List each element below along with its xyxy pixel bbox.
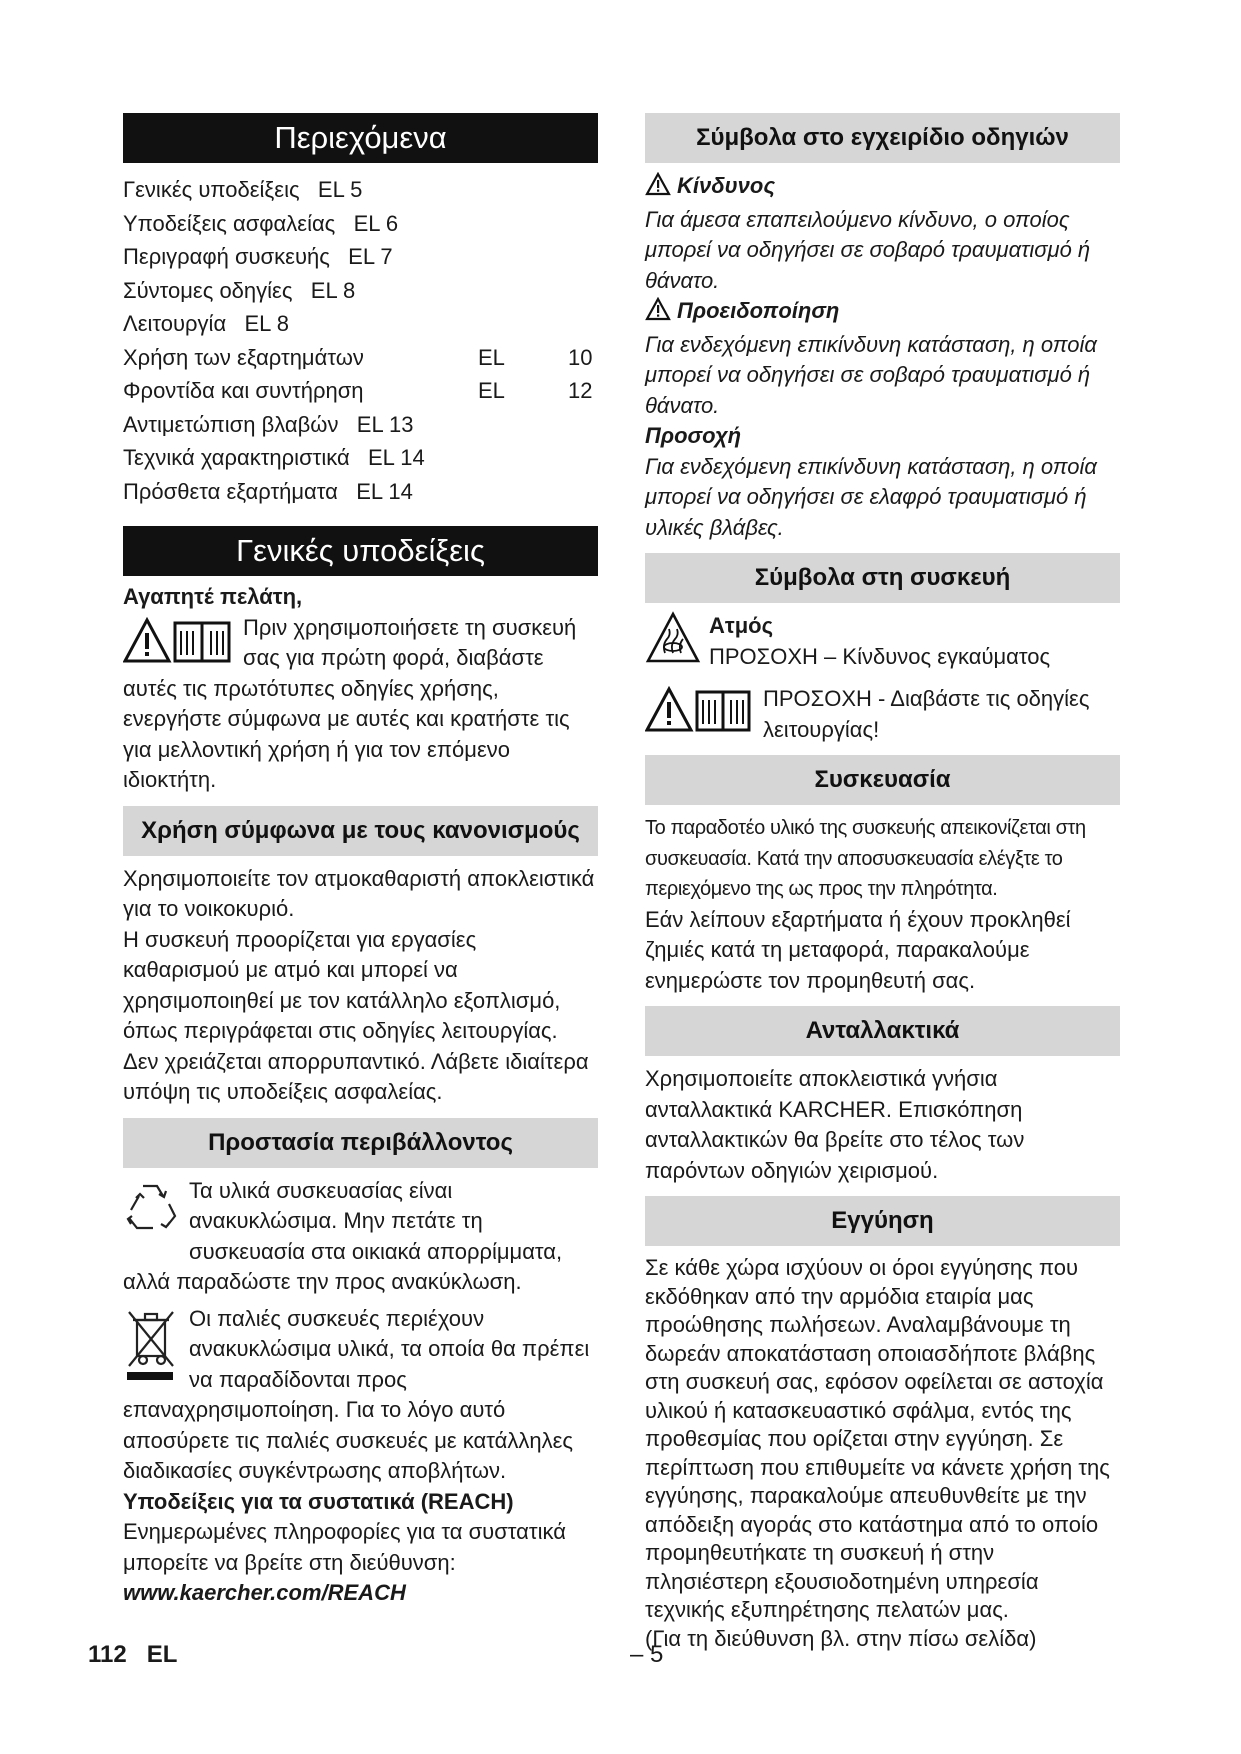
weee-block: Οι παλιές συσκευές περιέχουν ανακυκλώσιμα υλικά, τα οποία θα πρέπει να παραδίδονται προς επαναχρησιμοποίηση. Για το λόγο αυτό αποσύρετε τις παλιές συσκευές με κατάλληλες διαδικασίες συγκέντρωσης αποβλήτων. bbox=[123, 1305, 590, 1483]
recycle-icon bbox=[123, 1180, 179, 1241]
toc-item[interactable]: Σύντομες οδηγίες EL 8 bbox=[123, 277, 356, 303]
intended-use-text-2: Η συσκευή προορίζεται για εργασίες καθαρισμού με ατμό και μπορεί να χρησιμοποιηθεί με τον κατάλληλο εξοπλισμό, όπως περιγράφεται στις οδηγίες λειτουργίας. Δεν χρειάζεται απορρυπαντικό. Λάβετε ιδιαίτερα υπόψη τις υποδείξεις ασφαλείας. bbox=[123, 926, 589, 1104]
read-manual-symbol-row bbox=[645, 684, 1120, 745]
warning-triangle-icon bbox=[645, 172, 671, 205]
general-text-block bbox=[123, 613, 598, 796]
recycle-block: Τα υλικά συσκευασίας είναι ανακυκλώσιμα. Μην πετάτε τη συσκευασία στα οικιακά απορρίμματα, αλλά παραδώστε την προς ανακύκλωση. bbox=[123, 1177, 563, 1294]
environment-heading: Προστασία περιβάλλοντος bbox=[123, 1118, 598, 1168]
toc-heading: Περιεχόμενα bbox=[123, 113, 598, 163]
toc-item[interactable]: Λειτουργία EL 8 bbox=[123, 311, 289, 336]
spare-parts-heading: Ανταλλακτικά bbox=[645, 1006, 1120, 1056]
warning-label: Προειδοποίηση bbox=[645, 296, 1120, 330]
reach-text: Ενημερωμένες πληροφορίες για τα συστατικά μπορείτε να βρείτε στη διεύθυνση: bbox=[123, 1519, 566, 1575]
spare-parts-text: Χρησιμοποιείτε αποκλειστικά γνήσια ανταλλακτικά KARCHER. Επισκόπηση ανταλλακτικών θα βρείτε στο τέλος των παρόντων οδηγιών χειρισμού. bbox=[645, 1066, 1025, 1183]
toc-item[interactable]: Αντιμετώπιση βλαβών EL 13 bbox=[123, 411, 414, 437]
warning-read-manual-icon bbox=[123, 617, 233, 674]
danger-label: Κίνδυνος bbox=[645, 171, 1120, 205]
caution-label: Προσοχή bbox=[645, 423, 742, 448]
crossed-out-bin-icon bbox=[123, 1308, 179, 1395]
toc-item[interactable]: Φροντίδα και συντήρηση EL 12 bbox=[123, 378, 593, 403]
warning-triangle-icon bbox=[645, 297, 671, 330]
reach-link[interactable]: www.kaercher.com/REACH bbox=[123, 1580, 406, 1605]
toc-item[interactable]: Χρήση των εξαρτημάτων EL 10 bbox=[123, 344, 593, 370]
general-text: Πριν χρησιμοποιήσετε τη συσκευή σας για πρώτη φορά, διαβάστε αυτές τις πρωτότυπες οδηγίες χρήσης, ενεργήστε σύμφωνα με αυτές και κρατήστε τις για μελλοντική χρήση ή για τον επόμενο ιδιοκτήτη. bbox=[123, 614, 577, 792]
steam-label: Ατμός bbox=[709, 613, 774, 638]
steam-symbol-row bbox=[645, 611, 1120, 672]
warranty-text-2: (Για τη διεύθυνση βλ. στην πίσω σελίδα) bbox=[645, 1625, 1037, 1651]
toc-item[interactable]: Πρόσθετα εξαρτήματα EL 14 bbox=[123, 478, 413, 504]
packaging-heading: Συσκευασία bbox=[645, 755, 1120, 805]
left-column bbox=[123, 113, 598, 1609]
intended-use-text: Χρησιμοποιείτε τον ατμοκαθαριστή αποκλειστικά για το νοικοκυριό. bbox=[123, 865, 595, 921]
greeting: Αγαπητέ πελάτη, bbox=[123, 584, 303, 609]
danger-text: Για άμεσα επαπειλούμενο κίνδυνο, ο οποίος μπορεί να οδηγήσει σε σοβαρό τραυματισμό ή θάνατο. bbox=[645, 206, 1091, 293]
toc-item[interactable]: Τεχνικά χαρακτηριστικά EL 14 bbox=[123, 445, 425, 470]
page-number: 112 EL bbox=[88, 1641, 178, 1668]
hot-steam-warning-icon bbox=[645, 611, 701, 670]
toc-list bbox=[123, 173, 598, 508]
packaging-text: Το παραδοτέο υλικό της συσκευής απεικονίζεται στη συσκευασία. Κατά την αποσυσκευασία ελέγξτε το περιεχόμενο της ως προς την πληρότητα. bbox=[645, 817, 1086, 900]
symbols-manual-heading: Σύμβολα στο εγχειρίδιο οδηγιών bbox=[645, 113, 1120, 163]
toc-item[interactable]: Γενικές υποδείξεις EL 5 bbox=[123, 177, 363, 202]
warranty-heading: Εγγύηση bbox=[645, 1196, 1120, 1246]
caution-text: Για ενδεχόμενη επικίνδυνη κατάσταση, η οποία μπορεί να οδηγήσει σε ελαφρό τραυματισμό ή υλικές βλάβες. bbox=[645, 453, 1097, 540]
toc-item[interactable]: Περιγραφή συσκευής EL 7 bbox=[123, 244, 393, 269]
warranty-text: Σε κάθε χώρα ισχύουν οι όροι εγγύησης που εκδόθηκαν από την αρμόδια εταιρία μας προώθησης πωλήσεων. Αναλαμβάνουμε τη δωρεάν αποκατάσταση οποιασδήποτε βλάβης στη συσκευή σας, εφόσον οφείλεται σε αστοχία υλικού ή κατασκευαστικό σφάλμα, εντός της προθεσμίας που ορίζεται στην εγγύηση. Σε περίπτωση που επιθυμείτε να κάνετε χρήση της εγγύησης, παρακαλούμε απευθυνθείτε με την απόδειξη αγοράς στο κατάστημα από το οποίο προμηθευτήκατε τη συσκευή ή στην πλησιέστερη εξουσιοδοτημένη υπηρεσία τεχνικής εξυπηρέτησης πελατών μας. bbox=[645, 1255, 1110, 1622]
packaging-text-2: Εάν λείπουν εξαρτήματα ή έχουν προκληθεί ζημιές κατά τη μεταφορά, παρακαλούμε ενημερώστε τον προμηθευτή σας. bbox=[645, 906, 1071, 993]
reach-title: Υποδείξεις για τα συστατικά (REACH) bbox=[123, 1488, 514, 1514]
read-manual-text: ΠΡΟΣΟΧΗ - Διαβάστε τις οδηγίες λειτουργίας! bbox=[763, 686, 1090, 742]
right-column bbox=[645, 113, 1120, 1653]
intended-use-heading: Χρήση σύμφωνα με τους κανονισμούς bbox=[123, 806, 598, 856]
page-section-number: – 5 bbox=[630, 1641, 664, 1668]
symbols-device-heading: Σύμβολα στη συσκευή bbox=[645, 553, 1120, 603]
toc-item[interactable]: Υποδείξεις ασφαλείας EL 6 bbox=[123, 210, 399, 236]
warning-text: Για ενδεχόμενη επικίνδυνη κατάσταση, η οποία μπορεί να οδηγήσει σε σοβαρό τραυματισμό ή θάνατο. bbox=[645, 331, 1097, 418]
steam-text: ΠΡΟΣΟΧΗ – Κίνδυνος εγκαύματος bbox=[709, 643, 1051, 669]
warning-read-manual-icon bbox=[645, 686, 751, 739]
general-heading: Γενικές υποδείξεις bbox=[123, 526, 598, 576]
